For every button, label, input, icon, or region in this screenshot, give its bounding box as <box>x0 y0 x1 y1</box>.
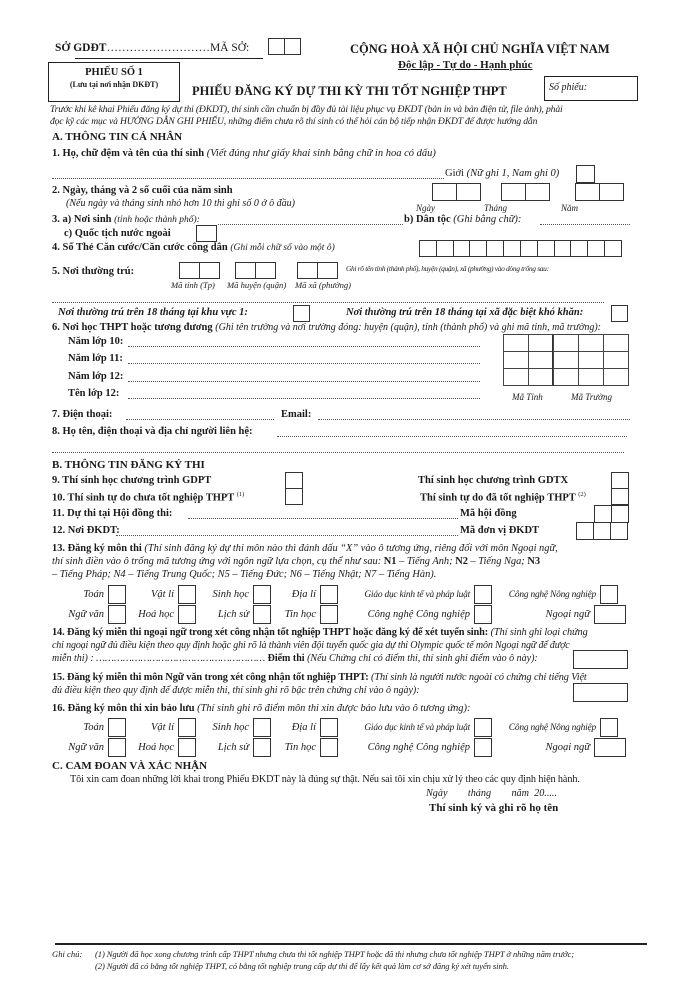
id-box[interactable] <box>486 240 504 257</box>
province-code-col-label: Mã Tỉnh <box>512 392 543 402</box>
subject-label: Công nghệ Công nghiệp <box>367 609 470 620</box>
gdtx-box[interactable] <box>611 472 629 489</box>
reserve-history[interactable] <box>203 738 271 757</box>
birth-year-boxes[interactable] <box>575 183 624 201</box>
grade12-label: Năm lớp 12: <box>68 371 124 382</box>
reserve-geography[interactable] <box>276 718 338 737</box>
school-code-cell[interactable] <box>603 368 629 386</box>
vietnamese-level-box[interactable] <box>573 683 628 702</box>
item3a-label <box>52 214 200 225</box>
section-c-title: C. CAM ĐOAN VÀ XÁC NHẬN <box>52 760 208 772</box>
school-code-cell[interactable] <box>553 368 579 386</box>
id-box[interactable] <box>436 240 454 257</box>
exam-council-label: 11. Dự thi tại Hội đồng thi: <box>52 508 173 519</box>
subject-checkbox[interactable] <box>600 585 618 604</box>
subject-label: Ngữ văn <box>68 742 104 753</box>
registration-unit-boxes[interactable] <box>576 522 628 540</box>
subject-checkbox[interactable] <box>108 605 126 624</box>
id-box[interactable] <box>554 240 572 257</box>
ma-so-label: MÃ SỞ: <box>209 42 250 54</box>
subject-label: Sinh học <box>212 589 249 600</box>
school-code-cell[interactable] <box>553 351 579 369</box>
ma-so-box[interactable] <box>268 38 285 55</box>
subject-checkbox[interactable] <box>178 585 196 604</box>
phieu-so-box <box>48 62 180 102</box>
intro-line-2: đọc kỹ các mục và HƯỚNG DẪN GHI PHIẾU, những điểm chưa rõ thí sinh có thể hỏi cán bộ tiếp nhận ĐKDT để được hướng dẫn <box>50 116 538 127</box>
subject-label: Công nghệ Nông nghiệp <box>508 589 596 600</box>
code-n2: N2 <box>455 556 468 567</box>
subject-label: Công nghệ Nông nghiệp <box>508 722 596 733</box>
commune-code-box[interactable] <box>297 262 318 279</box>
subject-label: Giáo dục kinh tế và pháp luật <box>364 589 470 600</box>
id-box[interactable] <box>419 240 437 257</box>
school-code-cell[interactable] <box>578 334 604 352</box>
gender-text: Giới <box>445 168 464 179</box>
graduated-text: Thí sinh tự do đã tốt nghiệp THPT <box>420 492 576 504</box>
email-input[interactable] <box>318 419 630 420</box>
birth-day-box[interactable] <box>432 183 457 201</box>
subject-checkbox[interactable] <box>320 585 338 604</box>
reserve-industrial-tech[interactable] <box>340 738 492 757</box>
certificate-input[interactable]: miễn thi) : ………………………………………………… <box>52 653 266 664</box>
registration-unit-label: Mã đơn vị ĐKDT <box>460 525 540 536</box>
reserve-biology[interactable] <box>203 718 271 737</box>
school-code-cell[interactable] <box>503 334 529 352</box>
id-box[interactable] <box>469 240 487 257</box>
signature-label: Thí sinh ký và ghi rõ họ tên <box>429 802 559 814</box>
subject-label: Ngữ văn <box>68 609 104 620</box>
pledge-text: Tôi xin cam đoan những lời khai trong Phiếu ĐKDT này là đúng sự thật. Nếu sai tôi xin chịu xử lý theo các quy định hiện hành. <box>70 774 580 785</box>
ethnicity-label: b) Dân tộc <box>404 214 451 225</box>
phone-label: 7. Điện thoại: <box>52 409 113 420</box>
subject-checkbox[interactable] <box>253 605 271 624</box>
ethnicity-hint: (Ghi bằng chữ): <box>453 214 522 225</box>
subject-physics[interactable] <box>140 585 196 604</box>
gender-label <box>445 168 559 179</box>
school-code-cell[interactable] <box>578 368 604 386</box>
ma-so-box[interactable] <box>284 38 301 55</box>
school-code-cell[interactable] <box>553 334 579 352</box>
subject-label: Địa lí <box>291 589 316 600</box>
subject-literature[interactable] <box>60 605 126 624</box>
subject-label: Hoá học <box>138 742 174 753</box>
district-code-label: Mã huyện (quận) <box>227 280 287 290</box>
grade10-label: Năm lớp 10: <box>68 336 124 347</box>
so-phieu-label: Số phiếu: <box>549 82 588 93</box>
not-graduated-text: 10. Thí sinh tự do chưa tốt nghiệp THPT <box>52 492 235 504</box>
subject-checkbox[interactable] <box>253 585 271 604</box>
registration-place-label: 12. Nơi ĐKDT: <box>52 525 120 536</box>
school-code-grid[interactable] <box>503 334 628 385</box>
score-hint: (Nếu Chứng chỉ có điểm thi, thí sinh ghi điểm vào ô này): <box>307 653 538 664</box>
reserve-agri-tech[interactable] <box>494 718 618 737</box>
school-label: 6. Nơi học THPT hoặc tương đương <box>52 322 213 333</box>
school-code-cell[interactable] <box>503 351 529 369</box>
subject-label: Hoá học <box>138 609 174 620</box>
section-b-title: B. THÔNG TIN ĐĂNG KÝ THI <box>52 459 205 471</box>
reserve-score-box[interactable] <box>253 738 271 757</box>
item1-label-text: 1. Họ, chữ đệm và tên của thí sinh <box>52 148 205 159</box>
intro-line-1: Trước khi kê khai Phiếu đăng ký dự thi (ĐKDT), thí sinh cần chuẩn bị đầy đủ tài liệu phục vụ ĐKDT (bản in và bản điện tử, file ảnh), phải <box>50 104 563 115</box>
subject-geography[interactable] <box>276 585 338 604</box>
id-box[interactable] <box>520 240 538 257</box>
email-label: Email: <box>281 409 312 420</box>
reserve-chemistry[interactable] <box>132 738 196 757</box>
footnote-1: (1) Người đã học xong chương trình cấp THPT nhưng chưa thi tốt nghiệp THPT hoặc đã thi nhưng chưa tốt nghiệp THPT ở những năm trước; <box>95 949 575 959</box>
item14-line3 <box>52 653 538 664</box>
subject-biology[interactable] <box>203 585 271 604</box>
registration-unit-box[interactable] <box>610 522 628 540</box>
subject-checkbox[interactable] <box>474 585 492 604</box>
reserve-math[interactable] <box>76 718 126 737</box>
reserve-score-box[interactable] <box>320 718 338 737</box>
phieu-note: (Lưu tại nơi nhận DKĐT) <box>69 80 159 89</box>
registration-unit-box[interactable] <box>593 522 611 540</box>
council-code-box[interactable] <box>594 505 612 523</box>
item15-line2: đủ điều kiện theo quy định để được miễn thi, thí sinh ghi rõ bậc trên chứng chỉ vào ô ngày): <box>52 685 420 696</box>
ma-so-boxes[interactable] <box>268 38 301 55</box>
republic-title: CỘNG HOÀ XÃ HỘI CHỦ NGHĨA VIỆT NAM <box>350 42 610 56</box>
birth-day-box[interactable] <box>456 183 481 201</box>
birthplace-label: 3. a) Nơi sinh <box>52 214 112 225</box>
subject-label: Lịch sử <box>217 609 249 620</box>
district-code-boxes[interactable] <box>235 262 276 279</box>
month-label: Tháng <box>484 203 508 213</box>
subject-label: Công nghệ Công nghiệp <box>367 742 470 753</box>
subject-label: Giáo dục kinh tế và pháp luật <box>364 722 470 733</box>
registration-unit-box[interactable] <box>576 522 594 540</box>
area1-label: Nơi thường trú trên 18 tháng tại khu vực 1: <box>58 307 248 318</box>
gdpt-label: 9. Thí sinh học chương trình GDPT <box>52 475 212 486</box>
item14-line1 <box>52 627 588 638</box>
item1-hint: (Viết đúng như giấy khai sinh bằng chữ in hoa có dấu) <box>206 148 436 159</box>
residence-hint: Ghi rõ tên tỉnh (thành phố), huyện (quận), xã (phường) vào dòng trống sau: <box>346 264 549 273</box>
council-code-boxes[interactable] <box>594 505 629 523</box>
district-code-box[interactable] <box>255 262 276 279</box>
school-code-col-label: Mã Trường <box>571 392 612 402</box>
commune-code-boxes[interactable] <box>297 262 338 279</box>
birthplace-input[interactable] <box>218 224 403 225</box>
item15-line1 <box>52 672 587 683</box>
so-gddt-label <box>55 42 249 54</box>
subject-chemistry[interactable] <box>132 605 196 624</box>
province-code-label: Mã tỉnh (Tp) <box>171 280 215 290</box>
school-code-cell[interactable] <box>528 368 554 386</box>
gender-box[interactable] <box>576 165 595 183</box>
reserve-score-box[interactable] <box>594 738 626 757</box>
reserve-literature[interactable] <box>60 738 126 757</box>
so-phieu-box[interactable] <box>544 76 638 101</box>
school-code-cell[interactable] <box>528 334 554 352</box>
subject-label: Địa lí <box>291 722 316 733</box>
school-code-cell[interactable] <box>503 368 529 386</box>
reserve-score-box[interactable] <box>600 718 618 737</box>
reserve-label: 16. Đăng ký môn thi xin bảo lưu <box>52 703 195 714</box>
subject-label: Tin học <box>284 609 316 620</box>
council-code-box[interactable] <box>611 505 629 523</box>
subject-label: Ngoại ngữ <box>545 742 590 753</box>
province-code-box[interactable] <box>179 262 200 279</box>
contact-label: 8. Họ tên, điện thoại và địa chỉ người liên hệ: <box>52 426 253 437</box>
grade11-label: Năm lớp 11: <box>68 353 123 364</box>
item4-label <box>52 242 335 253</box>
motto: Độc lập - Tự do - Hạnh phúc <box>398 59 533 71</box>
id-box[interactable] <box>570 240 588 257</box>
reserve-foreign-language[interactable] <box>494 738 626 757</box>
graduated-box[interactable] <box>611 488 629 505</box>
signature-date: Ngày tháng năm 20..... <box>426 788 558 799</box>
item13-line3: – Tiếng Pháp; N4 – Tiếng Trung Quốc; N5 – Tiếng Đức; N6 – Tiếng Nhật; N7 – Tiếng Hàn). <box>52 569 437 580</box>
reserve-score-box[interactable] <box>108 738 126 757</box>
foreign-language-code-input[interactable] <box>594 605 626 624</box>
council-code-label: Mã hội đồng <box>460 508 517 519</box>
reserve-hint: (Thí sinh ghi rõ điểm môn thi xin được bảo lưu vào ô tương ứng): <box>197 703 471 714</box>
subject-label: Vật lí <box>150 589 174 600</box>
school-code-cell[interactable] <box>603 334 629 352</box>
id-hint: (Ghi mỗi chữ số vào một ô) <box>230 243 335 253</box>
footnote-label: Ghi chú: <box>52 949 83 959</box>
reserve-civics[interactable] <box>340 718 492 737</box>
item2-label: 2. Ngày, tháng và 2 số cuối của năm sinh <box>52 185 233 196</box>
code-n1: N1 <box>383 556 397 567</box>
gdtx-label: Thí sinh học chương trình GDTX <box>418 475 569 486</box>
not-graduated-box[interactable] <box>285 488 303 505</box>
school-code-cell[interactable] <box>578 351 604 369</box>
id-box[interactable] <box>604 240 622 257</box>
birth-day-boxes[interactable] <box>432 183 481 201</box>
subject-checkbox[interactable] <box>474 605 492 624</box>
school-hint: (Ghi tên trường và nơi trường đóng: huyện (quận), tỉnh (thành phố) và ghi mã tỉnh, mã trường): <box>215 322 602 333</box>
subject-checkbox[interactable] <box>320 605 338 624</box>
item2-hint: (Nếu ngày và tháng sinh nhỏ hơn 10 thì ghi số 0 ở ô đầu) <box>66 198 295 209</box>
so-gddt-dots[interactable]: ……………………… <box>106 42 210 54</box>
language-exemption-hint: (Thí sinh ghi loại chứng <box>490 627 588 638</box>
so-gddt-text: SỞ GDĐT <box>55 42 107 54</box>
commune-code-box[interactable] <box>317 262 338 279</box>
item16-line <box>52 703 470 714</box>
birth-month-box[interactable] <box>501 183 526 201</box>
literature-exemption-hint: (Thí sinh là người nước ngoài có chứng chỉ tiếng Việt <box>371 672 587 683</box>
language-exemption-label: 14. Đăng ký miễn thi ngoại ngữ trong xét công nhận tốt nghiệp THPT hoặc đăng ký để xét tuyển sinh: <box>52 627 489 638</box>
nationality-box[interactable] <box>196 225 217 242</box>
reserve-score-box[interactable] <box>474 738 492 757</box>
phieu-so: PHIẾU SỐ 1 <box>85 67 143 78</box>
id-box[interactable] <box>503 240 521 257</box>
subject-label: Toán <box>83 589 104 600</box>
birth-month-boxes[interactable] <box>501 183 550 201</box>
contact-input-line2[interactable] <box>52 452 624 453</box>
special-area-box[interactable] <box>611 305 628 322</box>
subject-foreign-language[interactable] <box>494 605 626 624</box>
reserve-score-box[interactable] <box>178 718 196 737</box>
contact-input[interactable] <box>277 436 627 437</box>
grade11-input[interactable] <box>128 363 480 364</box>
item13-line2 <box>52 556 540 567</box>
birth-month-box[interactable] <box>525 183 550 201</box>
ethnicity-input[interactable] <box>540 224 630 225</box>
class12-label: Tên lớp 12: <box>68 388 120 399</box>
literature-exemption-label: 15. Đăng ký miễn thi môn Ngữ văn trong xét công nhận tốt nghiệp THPT: <box>52 672 369 683</box>
reserve-score-box[interactable] <box>320 738 338 757</box>
year-label: Năm <box>561 203 579 213</box>
footnote-2: (2) Người đã có bằng tốt nghiệp THPT, có bằng tốt nghiệp trung cấp dự thi để lấy kết quả làm cơ sở đăng ký xét tuyển sinh. <box>95 961 509 971</box>
subject-checkbox[interactable] <box>178 605 196 624</box>
score-label: Điểm thi <box>267 653 305 664</box>
lang-english: – Tiếng Anh; <box>396 556 456 567</box>
footnote-divider <box>55 943 647 945</box>
subjects-hint-2: thí sinh điền vào ô trống mã tương ứng với ngôn ngữ lựa chọn, cụ thể như sau: <box>52 556 382 567</box>
footnote-ref-2: (2) <box>578 491 586 498</box>
registration-place-input[interactable] <box>116 535 458 536</box>
reserve-score-box[interactable] <box>253 718 271 737</box>
reserve-physics[interactable] <box>140 718 196 737</box>
birth-year-box[interactable] <box>599 183 624 201</box>
subject-informatics[interactable] <box>276 605 338 624</box>
subject-label: Ngoại ngữ <box>545 609 590 620</box>
form-title: PHIẾU ĐĂNG KÝ DỰ THI KỲ THI TỐT NGHIỆP THPT <box>192 84 507 98</box>
graduated-label <box>420 491 586 504</box>
birthplace-hint: (tỉnh hoặc thành phố): <box>114 215 200 225</box>
id-box[interactable] <box>587 240 605 257</box>
item14-line2: chỉ ngoại ngữ đủ điều kiện theo quy định hoặc ghi rõ là thành viên đội tuyển quốc gia dự thi Olympic quốc tế môn Ngoại ngữ để được <box>52 640 570 651</box>
reserve-score-box[interactable] <box>474 718 492 737</box>
subject-civics[interactable] <box>340 585 492 604</box>
id-box[interactable] <box>537 240 555 257</box>
item1-label <box>52 148 436 159</box>
province-code-boxes[interactable] <box>179 262 220 279</box>
gdpt-box[interactable] <box>285 472 303 489</box>
subject-agri-tech[interactable] <box>494 585 618 604</box>
grade12-input[interactable] <box>128 381 480 382</box>
day-label: Ngày <box>416 203 435 213</box>
phone-input[interactable] <box>126 419 274 420</box>
signature-area[interactable] <box>400 818 630 928</box>
footnote-ref-1: (1) <box>236 491 245 498</box>
id-label: 4. Số Thẻ Căn cước/Căn cước công dân <box>52 242 228 253</box>
residence-address-input[interactable] <box>52 302 604 303</box>
subject-history[interactable] <box>203 605 271 624</box>
subjects-hint-1: (Thí sinh đăng ký dự thi môn nào thì đánh dấu “X” vào ô tương ứng, riêng đối với môn Ngoại ngữ, <box>144 543 558 554</box>
reserve-informatics[interactable] <box>276 738 338 757</box>
exam-council-input[interactable] <box>188 518 458 519</box>
commune-code-label: Mã xã (phường) <box>295 280 352 290</box>
subject-checkbox[interactable] <box>108 585 126 604</box>
province-code-box[interactable] <box>199 262 220 279</box>
subject-label: Sinh học <box>212 722 249 733</box>
item3b-label <box>404 214 521 225</box>
lang-russian: – Tiếng Nga; <box>467 556 528 567</box>
subjects-label: 13. Đăng ký môn thi <box>52 543 142 554</box>
code-n3: N3 <box>527 556 541 567</box>
id-box[interactable] <box>453 240 471 257</box>
special-area-label: Nơi thường trú trên 18 tháng tại xã đặc biệt khó khăn: <box>346 307 584 318</box>
item6-label <box>52 322 601 333</box>
item13-line1 <box>52 543 558 554</box>
birth-year-box[interactable] <box>575 183 600 201</box>
subject-label: Vật lí <box>150 722 174 733</box>
school-code-cell[interactable] <box>603 351 629 369</box>
id-number-boxes[interactable] <box>419 240 622 257</box>
area1-box[interactable] <box>293 305 310 322</box>
not-graduated-label <box>52 491 244 504</box>
gender-hint: (Nữ ghi 1, Nam ghi 0) <box>466 168 560 179</box>
subject-industrial-tech[interactable] <box>340 605 492 624</box>
section-a-title: A. THÔNG TIN CÁ NHÂN <box>52 131 183 143</box>
subject-label: Tin học <box>284 742 316 753</box>
score-box[interactable] <box>573 650 628 669</box>
district-code-box[interactable] <box>235 262 256 279</box>
header-underline <box>75 58 263 59</box>
class12-input[interactable] <box>128 398 480 399</box>
subject-math[interactable] <box>76 585 126 604</box>
reserve-score-box[interactable] <box>108 718 126 737</box>
school-code-cell[interactable] <box>528 351 554 369</box>
fullname-input[interactable] <box>52 178 444 179</box>
reserve-score-box[interactable] <box>178 738 196 757</box>
subject-label: Lịch sử <box>217 742 249 753</box>
grade10-input[interactable] <box>128 346 480 347</box>
item5-label: 5. Nơi thường trú: <box>52 266 135 277</box>
subject-label: Toán <box>83 722 104 733</box>
nationality-label: c) Quốc tịch nước ngoài <box>64 228 171 239</box>
